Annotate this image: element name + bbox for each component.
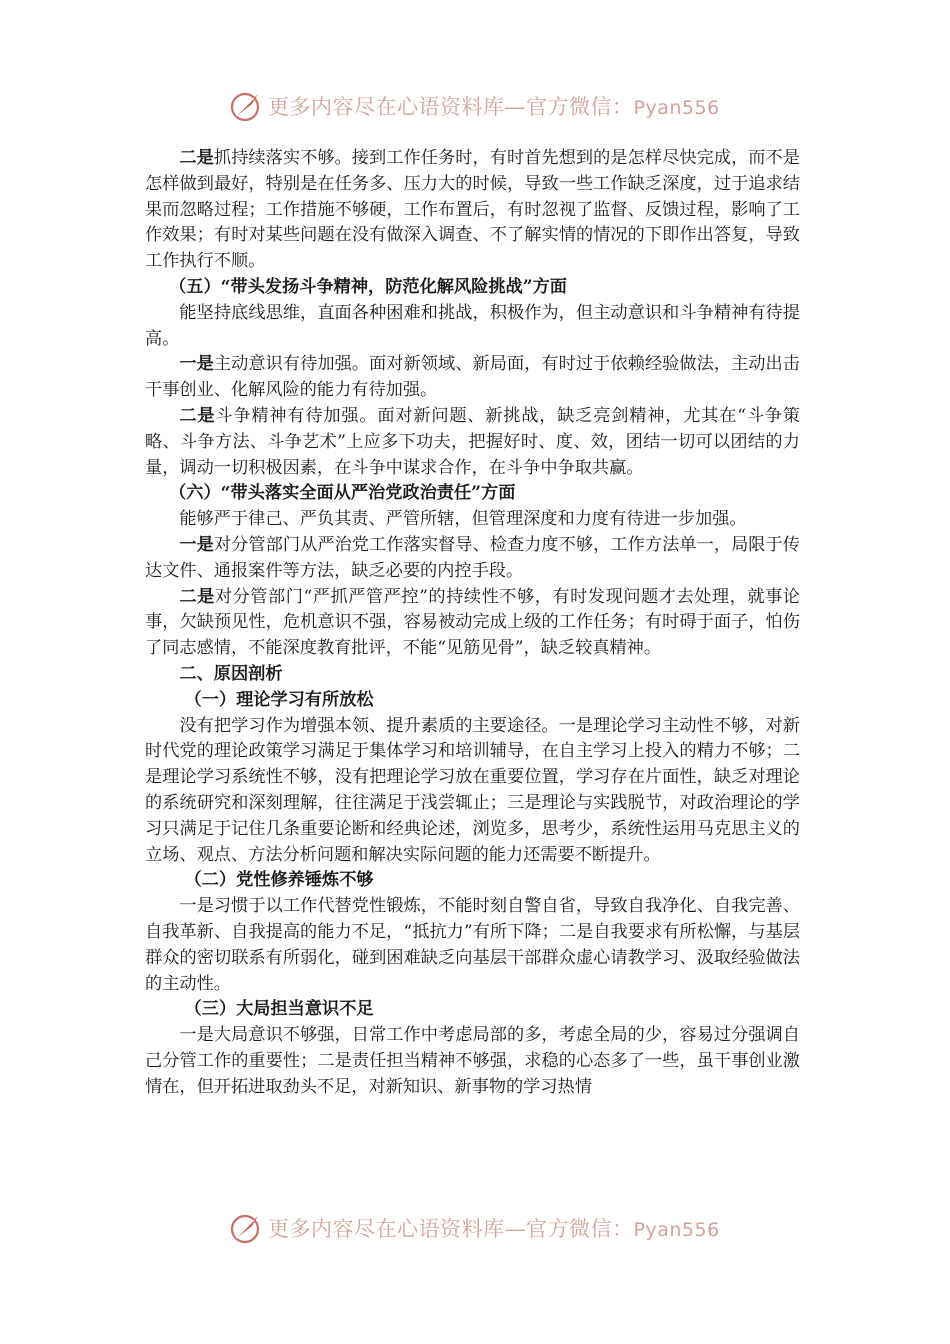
paragraph: 能坚持底线思维，直面各种困难和挑战，积极作为，但主动意识和斗争精神有待提高。 bbox=[145, 302, 800, 349]
document-body bbox=[145, 146, 800, 1100]
paragraph: 没有把学习作为增强本领、提升素质的主要途径。一是理论学习主动性不够，对新时代党的理论政策学习满足于集体学习和培训辅导，在自主学习上投入的精力不够；二是理论学习系统性不够，没有把理论学习放在重要位置，学习存在片面性，缺乏对理论的系统研究和深刻理解，往往满足于浅尝辄止；三是理论与实践脱节，对政治理论的学习只满足于记住几条重要论断和经典论述，浏览多，思考少，系统性运用马克思主义的立场、观点、方法分析问题和解决实际问题的能力还需要不断提升。 bbox=[145, 715, 800, 865]
paragraph: 二是对分管部门“严抓严管严控”的持续性不够，有时发现问题才去处理，就事论事，欠缺预见性，危机意识不强，容易被动完成上级的工作任务；有时碍于面子，怕伤了同志感情，不能深度教育批评，不能“见筋见骨”，缺乏较真精神。 bbox=[145, 586, 800, 659]
quill-logo-icon bbox=[228, 1210, 264, 1246]
paragraph: 能够严于律己、严负其责、严管所辖，但管理深度和力度有待进一步加强。 bbox=[179, 509, 747, 530]
watermark-text: 更多内容尽在心语资料库—官方微信：Pyan556 bbox=[268, 95, 720, 119]
quill-logo-icon bbox=[228, 88, 264, 124]
paragraph: 一是对分管部门从严治党工作落实督导、检查力度不够，工作方法单一，局限于传达文件、通报案件等方法，缺乏必要的内控手段。 bbox=[145, 534, 800, 581]
paragraph: 二是抓持续落实不够。接到工作任务时，有时首先想到的是怎样尽快完成，而不是怎样做到最好，特别是在任务多、压力大的时候，导致一些工作缺乏深度，过于追求结果而忽略过程；工作措施不够硬，工作布置后，有时忽视了监督、反馈过程，影响了工作效果；有时对某些问题在没有做深入调查、不了解实情的情况的下即作出答复，导致工作执行不顺。 bbox=[145, 148, 800, 272]
section-heading: （二）党性修养锤炼不够 bbox=[184, 870, 374, 891]
paragraph: 二是斗争精神有待加强。面对新问题、新挑战，缺乏亮剑精神，尤其在“斗争策略、斗争方法、斗争艺术”上应多下功夫，把握好时、度、效，团结一切可以团结的力量，调动一切积极因素，在斗争中谋求合作，在斗争中争取共赢。 bbox=[145, 405, 800, 478]
chapter-heading: 二、原因剖析 bbox=[179, 663, 283, 684]
paragraph: 一是主动意识有待加强。面对新领域、新局面，有时过于依赖经验做法，主动出击干事创业、化解风险的能力有待加强。 bbox=[145, 354, 800, 401]
section-heading: （五）“带头发扬斗争精神，防范化解风险挑战”方面 bbox=[169, 276, 567, 297]
paragraph: 一是大局意识不够强，日常工作中考虑局部的多，考虑全局的少，容易过分强调自己分管工作的重要性；二是责任担当精神不够强，求稳的心态多了一些，虽干事创业激情在，但开拓进取劲头不足，对新知识、新事物的学习热情 bbox=[145, 1025, 800, 1097]
section-heading: （一）理论学习有所放松 bbox=[184, 689, 374, 710]
section-heading: （六）“带头落实全面从严治党政治责任”方面 bbox=[169, 483, 516, 504]
header-watermark bbox=[228, 86, 748, 126]
watermark-text: 更多内容尽在心语资料库—官方微信：Pyan556 bbox=[268, 1217, 720, 1241]
footer-watermark bbox=[228, 1208, 748, 1248]
paragraph: 一是习惯于以工作代替党性锻炼，不能时刻自警自省，导致自我净化、自我完善、自我革新、自我提高的能力不足，“抵抗力”有所下降；二是自我要求有所松懈，与基层群众的密切联系有所弱化，碰到困难缺乏向基层干部群众虚心请教学习、汲取经验做法的主动性。 bbox=[145, 896, 800, 994]
section-heading: （三）大局担当意识不足 bbox=[184, 999, 374, 1020]
